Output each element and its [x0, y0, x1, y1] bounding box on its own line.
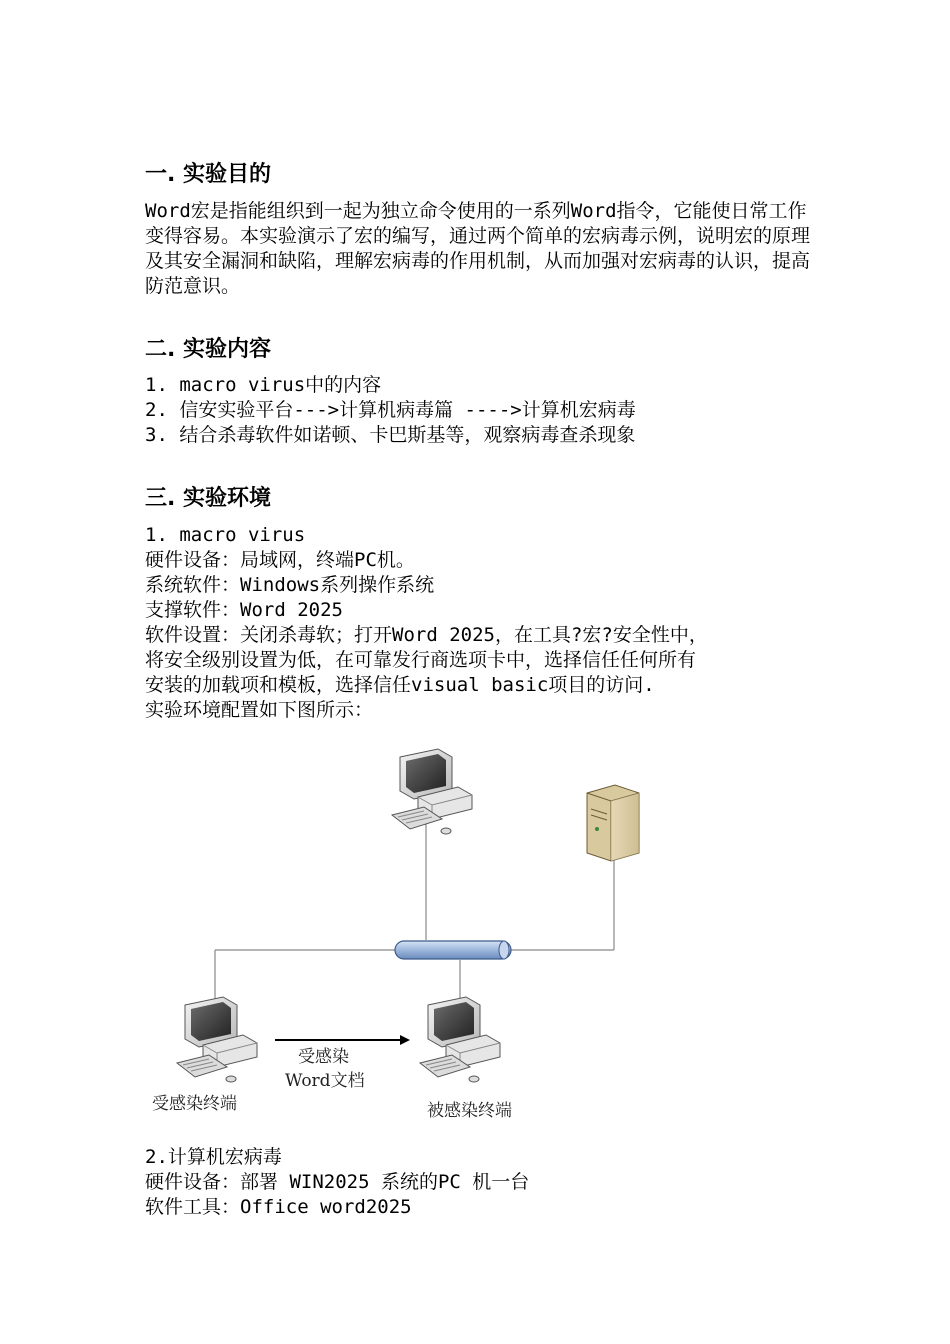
env-line: 支撑软件：Word 2025 [145, 599, 343, 621]
section-heading-purpose: 一. 实验目的 [145, 162, 272, 187]
pc-icon [392, 749, 472, 834]
env-line: 将安全级别设置为低，在可靠发行商选项卡中，选择信任任何所有 [145, 649, 697, 671]
arrow-label-line2: Word文档 [285, 1071, 365, 1091]
content-item: 1. macro virus中的内容 [145, 374, 382, 396]
env-line: 硬件设备：局域网，终端PC机。 [145, 549, 415, 571]
purpose-paragraph: Word宏是指能组织到一起为独立命令使用的一系列Word指令，它能使日常工作变得容易。本实验演示了宏的编写，通过两个简单的宏病毒示例，说明宏的原理及其安全漏洞和缺陷，理解宏病毒的作用机制，从而加强对宏病毒的认识，提高防范意识。 [145, 200, 811, 297]
infected-terminal-label: 受感染终端 [152, 1094, 237, 1114]
env-line: 硬件设备：部署 WIN2025 系统的PC 机一台 [145, 1171, 530, 1193]
network-links [215, 815, 614, 1000]
section-heading-content: 二. 实验内容 [145, 337, 272, 362]
network-diagram [130, 735, 690, 1135]
content-item: 3. 结合杀毒软件如诺顿、卡巴斯基等，观察病毒查杀现象 [145, 424, 636, 446]
env-line: 2.计算机宏病毒 [145, 1146, 282, 1168]
server-icon [587, 785, 639, 861]
network-bus [395, 941, 511, 959]
env-line: 1. macro virus [145, 524, 306, 546]
env-line: 安装的加载项和模板，选择信任visual basic项目的访问. [145, 674, 655, 696]
infected-pc-icon [177, 997, 257, 1082]
section-heading-environment: 三. 实验环境 [145, 486, 272, 511]
infection-arrow [275, 1035, 410, 1045]
env-line: 实验环境配置如下图所示： [145, 699, 374, 721]
env-line: 软件工具：Office word2025 [145, 1196, 412, 1218]
env-line: 系统软件：Windows系列操作系统 [145, 574, 435, 596]
env-line: 软件设置：关闭杀毒软；打开Word 2025，在工具?宏?安全性中， [145, 624, 708, 646]
arrow-label-line1: 受感染 [298, 1047, 349, 1067]
content-item: 2. 信安实验平台--->计算机病毒篇 ---->计算机宏病毒 [145, 399, 636, 421]
target-pc-icon [420, 997, 500, 1082]
target-terminal-label: 被感染终端 [427, 1101, 512, 1121]
